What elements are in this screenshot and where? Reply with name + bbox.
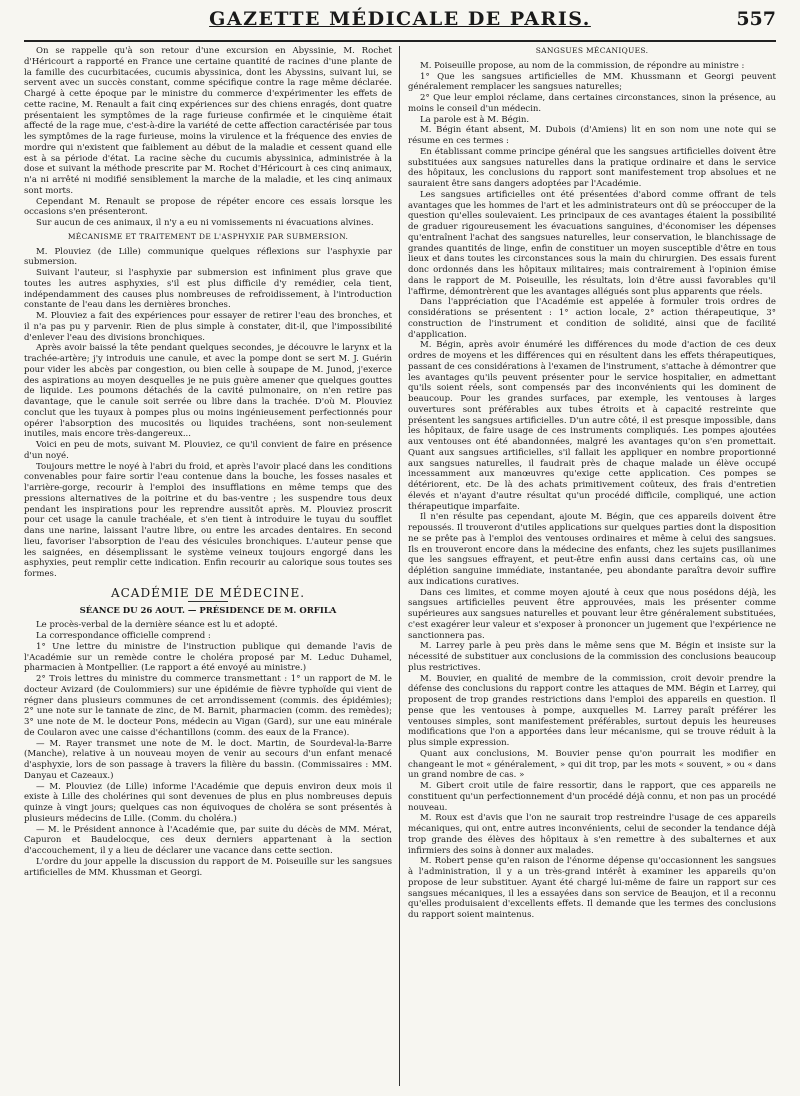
paragraph: M. Roux est d'avis que l'on ne saurait trop restreindre l'usage de ces appareils mécaniques, qui ont, entre autres inconvénients, celui de seconder la tendance déjà trop grande des élèves des hôpitaux à s'en remettre à des subalternes et aux infirmiers des soins à donner aux malades. [408, 813, 776, 856]
paragraph: Voici en peu de mots, suivant M. Plouviez, ce qu'il convient de faire en présence d'un noyé. [24, 440, 392, 461]
paragraph: Dans ces limites, et comme moyen ajouté à ceux que nous posédons déjà, les sangsues artificielles peuvent être approuvées, mais les présenter comme supérieures aux sangsues naturelles et pouvant leur être généralement substituées, c'est exagérer leur valeur et s'exposer à prononcer un jugement que l'expérience ne sanctionnera pas. [408, 587, 776, 641]
paragraph: 1° Que les sangsues artificielles de MM. Khussmann et Georgi peuvent généralement remplacer les sangsues naturelles; [408, 71, 776, 93]
paragraph: L'ordre du jour appelle la discussion du rapport de M. Poiseuille sur les sangsues artificielles de MM. Khussman et Georgi. [24, 856, 392, 878]
paragraph: Quant aux conclusions, M. Bouvier pense qu'on pourrait les modifier en changeant le mot « généralement, » qui dit trop, par les mots « souvent, » ou « dans un grand nombre de cas. » [408, 748, 776, 781]
seance-heading: SÉANCE DU 26 AOUT. — PRÉSIDENCE DE M. ORFILA [79, 605, 337, 616]
newspaper-page [24, 6, 776, 1090]
paragraph: 2° Que leur emploi réclame, dans certaines circonstances, sinon la présence, au moins le conseil d'un médecin. [408, 93, 776, 114]
left-column [24, 46, 392, 1086]
paragraph: M. Robert pense qu'en raison de l'énorme dépense qu'occasionnent les sangsues à l'administration, il y a un très-grand intérêt à examiner les appareils qu'on propose de leur substituer. Ayant été chargé lui-même de faire un rapport sur ces sangsues mécaniques, il les a essayées dans son service de Beaujon, et il a reconnu qu'elles produisaient d'excellents effets. Il demande que les termes des conclusions du rapport soient maintenus. [408, 856, 776, 920]
paragraph: M. Plouviez (de Lille) communique quelques réflexions sur l'asphyxie par submersion. [24, 246, 392, 268]
paragraph: Suivant l'auteur, si l'asphyxie par submersion est infiniment plus grave que toutes les autres asphyxies, s'il est plus difficile d'y remédier, cela tient, indépendamment des causes plus nombreuses de refroidissement, à l'introduction constante de l'eau dans les dernières bronches. [24, 268, 392, 311]
paragraph: — M. Rayer transmet une note de M. le doct. Martin, de Sourdeval-la-Barre (Manche), relative à un nouveau moyen de venir au secours d'un enfant menacé d'asphyxie, lors de son passage à travers la filière du bassin. (Commissaires : MM. Danyau et Cazeaux.) [24, 738, 392, 781]
paragraph: M. Larrey parle à peu près dans le même sens que M. Bégin et insiste sur la nécessité de substituer aux conclusions de la commission des conclusions beaucoup plus restrictives. [408, 641, 776, 673]
section-title-asphyxie: MÉCANISME ET TRAITEMENT DE L'ASPHYXIE PAR SUBMERSION. [67, 231, 349, 241]
paragraph: M. Bouvier, en qualité de membre de la commission, croit devoir prendre la défense des conclusions du rapport contre les attaques de MM. Bégin et Larrey, qui proposent de trop grandes restrictions dans l'emploi des appareils en question. Il pense que les ventouses à pompe, auxquelles M. Larrey paraît préférer les ventouses simples, sont manifestement préférables, surtout depuis les heureuses modifications que l'on a apportées dans leur mécanisme, qui se trouve réduit à la plus simple expression. [408, 673, 776, 748]
paragraph: 1° Une lettre du ministre de l'instruction publique qui demande l'avis de l'Académie sur un remède contre le choléra proposé par M. Leduc Duhamel, pharmacien à Montpellier. (Le rapport a été envoyé au ministre.) [24, 641, 392, 674]
paragraph: M. Bégin, après avoir énuméré les différences du mode d'action de ces deux ordres de moyens et les différences qui en résultent dans les effets thérapeutiques, passant de ces considérations à l'examen de l'instrument, s'attache à démontrer que les avantages qu'ils peuvent présenter pour le service hospitalier, en admettant qu'ils soient réels, sont compensés par des inconvénients qui les dominent de beaucoup. Pour les grandes surfaces, par exemple, les ventouses à larges ouvertures sont préférables aux tubes étroits et à capacité restreinte que présentent les sangsues artificielles. D'un autre côté, il est presque impossible, dans les hôpitaux, de faire usage de ces instruments compliqués. Les pompes ajoutées aux ventouses ont été abandonnées, malgré les avantages qu'on s'en promettait. Quant aux sangsues artificielles, s'il fallait les appliquer en nombre proportionné aux sangsues naturelles, il faudrait près de chaque malade un élève occupé incessamment aux manœuvres qu'exige cette application. Ces pompes se détériorent, etc. De là des achats primitivement coûteux, des frais d'entretien élevés et n'ayant d'autre résultat qu'un procédé difficile, compliqué, une action thérapeutique imparfaite. [408, 340, 776, 512]
paragraph: La correspondance officielle comprend : [36, 631, 211, 641]
paragraph: Cependant M. Renault se propose de répéter encore ces essais lorsque les occasions s'en présenteront. [24, 196, 392, 218]
article-columns [24, 46, 776, 1086]
paragraph: — M. Plouviez (de Lille) informe l'Académie que depuis environ deux mois il existe à Lille des cholérines qui sont devenues de plus en plus nombreuses depuis quinze à vingt jours; quelques cas non équivoques de choléra se sont présentés à plusieurs médecins de Lille. (Comm. du choléra.) [24, 781, 392, 824]
journal-title: GAZETTE MÉDICALE DE PARIS. [209, 8, 591, 30]
divider [188, 601, 228, 602]
section-title-academie: ACADÉMIE DE MÉDECINE. [110, 585, 306, 600]
paragraph: Toujours mettre le noyé à l'abri du froid, et après l'avoir placé dans les conditions convenables pour faire sortir l'eau contenue dans la bouche, les fosses nasales et l'arrière-gorge, recourir à l'emploi des insufflations en même temps que des pressions alternatives de la poitrine et du bas-ventre ; les suspendre tous deux pendant les inspirations pour les reprendre aussitôt après. M. Plouviez proscrit pour cet usage la canule trachéale, et s'en tient à introduire le tuyau du soufflet dans une narine, laissant l'autre libre, ou entre les arcades dentaires. En second lieu, favoriser l'absorption de l'eau des vésicules bronchiques. L'auteur pense que les saignées, en désemplissant le système veineux toujours engorgé dans les asphyxies, peut remplir cette indication. Enfin recourir au calorique sous toutes ses formes. [24, 461, 392, 579]
paragraph: Les sangsues artificielles ont été présentées d'abord comme offrant de tels avantages que les hommes de l'art et les administrateurs ont dû se préoccuper de la question qu'elles soulevaient. Les principaux de ces avantages étaient la possibilité de graduer rigoureusement les évacuations sanguines, d'économiser les dépenses qu'entraînent l'achat des sangsues naturelles, leur conservation, le blanchissage de grandes quantités de linge, enfin de constituer un moyen susceptible d'être en tous lieux et dans toutes les circonstances sous la main du chirurgien. Des essais furent donc ordonnés dans les hôpitaux militaires; mais contrairement à l'opinion émise dans le rapport de M. Poiseuille, les résultats, loin d'être aussi favorables qu'il l'affirme, démontrèrent que les avantages allégués sont plus apparents que réels. [408, 189, 776, 297]
paragraph: Dans l'appréciation que l'Académie est appelée à formuler trois ordres de considérations se présentent : 1° action locale, 2° action thérapeutique, 3° construction de l'instrument et condition de solidité, ainsi que de facilité d'application. [408, 297, 776, 340]
paragraph: La parole est à M. Bégin. [420, 114, 530, 125]
paragraph: 2° Trois lettres du ministre du commerce transmettant : 1° un rapport de M. le docteur Avizard (de Coulommiers) sur une épidémie de fièvre typhoïde qui vient de régner dans plusieurs communes de cet arrondissement (commis. des épidémies); 2° une note sur le tannate de zinc, de M. Barnit, pharmacien (comm. des remèdes); 3° une note de M. le docteur Pons, médecin au Vigan (Gard), sur une eau minérale de Coularon avec une caisse d'échantillons (comm. des eaux de la France). [24, 674, 392, 738]
page-number: 557 [736, 8, 776, 30]
paragraph: M. Poiseuille propose, au nom de la commission, de répondre au ministre : [420, 60, 745, 71]
paragraph: — M. le Président annonce à l'Académie que, par suite du décès de MM. Mérat, Capuron et Baudelocque, ces deux derniers appartenant à la section d'accouchement, il y a lieu de déclarer une vacance dans cette section. [24, 824, 392, 856]
paragraph: Après avoir baissé la tête pendant quelques secondes, je découvre le larynx et la trachée-artère; j'y introduis une canule, et avec la pompe dont se sert M. J. Guérin pour vider les abcès par congestion, ou bien celle à soupape de M. Junod, j'exerce des aspirations au moyen desquelles je ne puis guère amener que quelques gouttes de liquide. Les poumons détachés de la cavité pulmonaire, on n'en retire pas davantage, que le canule soit serrée ou libre dans la trachée. D'où M. Plouviez conclut que les tuyaux à pompes plus ou moins ingénieusement perfectionnés pour opérer l'absorption des mucosités ou liquides trachéens, sont non-seulement inutiles, mais encore très-dangereux... [24, 343, 392, 440]
paragraph: M. Bégin étant absent, M. Dubois (d'Amiens) lit en son nom une note qui se résume en ces termes : [408, 125, 776, 146]
paragraph: On se rappelle qu'à son retour d'une excursion en Abyssinie, M. Rochet d'Héricourt a rapporté en France une certaine quantité de racines d'une plante de la famille des cucurbitacées, cucumis abyssinica, dont les Abyssins, suivant lui, se servent avec un succès constant, comme spécifique contre la rage même déclarée. Chargé à cette époque par le ministre du commerce d'expérimenter les effets de cette racine, M. Renault a fait cinq expériences sur des chiens enragés, dont quatre présentaient les symptômes de la rage furieuse confirmée et le cinquième était affecté de la rage mue, c'est-à-dire la variété de cette affection caractérisée par tous les symptômes de la rage furieuse, moins la virulence et la fréquence des envies de mordre qui n'existent que faiblement au début de la maladie et cessent quand elle est à sa période d'état. La racine sèche du cucumis abyssinica, administrée à la dose et suivant la méthode prescrite par M. Rochet d'Héricourt à ces cinq animaux, n'a ni arrêté ni modifié sensiblement la marche de la maladie, et les cinq animaux sont morts. [24, 46, 392, 196]
masthead [24, 6, 776, 42]
paragraph: Le procès-verbal de la dernière séance est lu et adopté. [36, 620, 278, 631]
paragraph: M. Plouviez a fait des expériences pour essayer de retirer l'eau des bronches, et il n'a pas pu y parvenir. Rien de plus simple à constater, dit-il, que l'impossibilité d'enlever l'eau des divisions bronchiques. [24, 311, 392, 343]
paragraph: Sur aucun de ces animaux, il n'y a eu ni vomissements ni évacuations alvines. [36, 218, 374, 228]
paragraph: M. Gibert croit utile de faire ressortir, dans le rapport, que ces appareils ne constituent qu'un perfectionnement d'un procédé déjà connu, et non pas un procédé nouveau. [408, 781, 776, 813]
paragraph: Il n'en résulte pas cependant, ajoute M. Bégin, que ces appareils doivent être repoussés. Il trouveront d'utiles applications sur quelques parties dont la disposition ne se prête pas à l'emploi des ventouses ordinaires et même à celui des sangsues. Ils en trouveront encore dans la médecine des enfants, chez les sujets pusillanimes que les sangsues effrayent, et peut-être enfin aussi dans certains cas, où une déplétion sanguine immédiate, instantanée, peu abondante paraîtra devoir suffire aux indications curatives. [408, 512, 776, 587]
column-divider [399, 46, 400, 1086]
section-title-sangsues: SANGSUES MÉCANIQUES. [535, 46, 649, 55]
right-column [408, 46, 776, 1086]
paragraph: En établissant comme principe général que les sangsues artificielles doivent être substituées aux sangsues naturelles dans la pratique ordinaire et dans le service des hôpitaux, les conclusions du rapport sont manifestement trop absolues et ne sauraient être sans dangers adoptées par l'Académie. [408, 146, 776, 189]
